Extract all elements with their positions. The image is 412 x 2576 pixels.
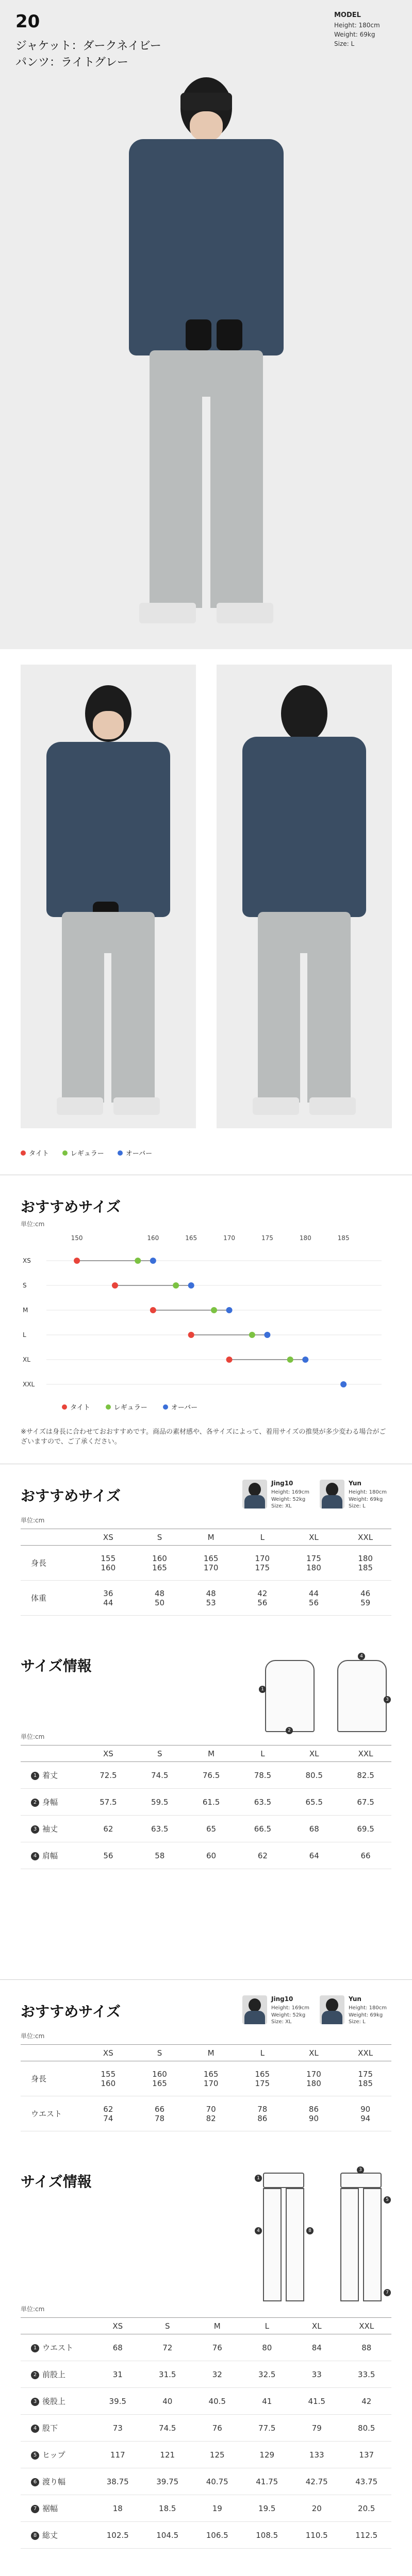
table-row xyxy=(21,2442,391,2468)
table-cell: 133 xyxy=(292,2442,342,2468)
table-cell: 68 xyxy=(288,1816,340,1842)
row-label: 袖丈 xyxy=(42,1824,58,1834)
table-cell: 19 xyxy=(192,2495,242,2522)
data-point xyxy=(211,1307,217,1313)
table-cell: 102.5 xyxy=(93,2522,143,2549)
model-meta-jing10: Height: 169cm Weight: 52kg Size: XL xyxy=(271,1489,309,1509)
table-row xyxy=(21,1842,391,1869)
table-cell: 110.5 xyxy=(292,2522,342,2549)
data-point xyxy=(150,1307,156,1313)
table-cell: 41 xyxy=(242,2388,292,2415)
table-row xyxy=(21,1789,391,1816)
x-tick-label: 150 xyxy=(71,1234,83,1242)
table-cell: 108.5 xyxy=(242,2522,292,2549)
table-cell: 76 xyxy=(192,2415,242,2442)
table-cell: 74.5 xyxy=(134,1762,186,1789)
model-avatar-yun xyxy=(320,1480,344,1509)
legend-over: オーバー xyxy=(118,1148,152,1158)
pants-info-table: XS S M L XL XXL 1 ウエスト 68 72 76 80 84 88 2 前股上 31 31.5 32 32.5 33 33.5 3 後股上 39.5 40 40.5 41 41.5 42 4 股下 73 74.5 76 77.5 79 80.5 5 ヒップ 117 121 125 129 133 137 6 渡り幅 38.75 39.75 40.75 41.75 42.75 43.75 7 裾幅 18 18.5 19 19.5 20 20.5 8 総丈 102.5 104.5 106.5 108.5 110.5 112.5 xyxy=(21,2317,391,2549)
jacket-recommend-table xyxy=(21,1529,391,1616)
table-cell: 19.5 xyxy=(242,2495,292,2522)
table-cell: 40 xyxy=(143,2388,193,2415)
row-number-badge: 3 xyxy=(31,2398,39,2406)
table-row xyxy=(21,2361,391,2388)
data-point xyxy=(188,1282,194,1289)
row-label: 後股上 xyxy=(42,2397,66,2406)
chart-legend-regular: レギュラー xyxy=(106,1402,147,1412)
jacket-rec-unit: 単位:cm xyxy=(21,1517,45,1524)
row-label: L xyxy=(23,1331,26,1338)
table-cell: 62 xyxy=(83,1816,134,1842)
model-name-jing10: Jing10 xyxy=(271,1480,293,1487)
table-cell: 129 xyxy=(242,2442,292,2468)
table-cell: 69.5 xyxy=(340,1816,391,1842)
pants-recommend-table: XS S M L XL XXL 身長 155 160 160 165 165 170 165 175 170 180 175 185 ウエスト 62 74 66 78 70 82 78 86 86 90 90 94 xyxy=(21,2044,391,2131)
row-label: 身長 xyxy=(21,1546,83,1581)
col-header: XL xyxy=(288,1529,340,1546)
table-row xyxy=(21,1762,391,1789)
data-point xyxy=(173,1282,179,1289)
table-cell: 80.5 xyxy=(288,1762,340,1789)
row-number-badge: 1 xyxy=(31,1772,39,1780)
table-cell: 112.5 xyxy=(342,2522,392,2549)
data-point xyxy=(150,1258,156,1264)
table-cell: 137 xyxy=(342,2442,392,2468)
model-avatar-jing10 xyxy=(242,1480,267,1509)
table-cell: 64 xyxy=(288,1842,340,1869)
data-point xyxy=(287,1357,293,1363)
table-cell: 76 xyxy=(192,2334,242,2361)
row-label: 身幅 xyxy=(42,1798,58,1807)
table-cell: 31.5 xyxy=(143,2361,193,2388)
jacket-color-label: ジャケット：ダークネイビー xyxy=(15,40,161,53)
table-cell: 104.5 xyxy=(143,2522,193,2549)
table-cell: 43.75 xyxy=(342,2468,392,2495)
table-cell: 40.75 xyxy=(192,2468,242,2495)
table-cell: 63.5 xyxy=(237,1789,288,1816)
jacket-info-unit: 単位:cm xyxy=(21,1733,45,1740)
table-cell: 72.5 xyxy=(83,1762,134,1789)
table-cell: 39.5 xyxy=(93,2388,143,2415)
table-cell: 57.5 xyxy=(83,1789,134,1816)
row-number-badge: 7 xyxy=(31,2505,39,2513)
table-cell: 42.75 xyxy=(292,2468,342,2495)
x-tick-label: 180 xyxy=(299,1234,311,1242)
hero-photo-views xyxy=(0,649,412,1144)
table-row: ウエスト 62 74 66 78 70 82 78 86 86 90 90 94 xyxy=(21,2096,391,2131)
col-header: S xyxy=(134,1529,186,1546)
pants-info-title: サイズ情報 xyxy=(21,2173,92,2190)
row-label: XXL xyxy=(23,1381,35,1388)
table-cell: 82.5 xyxy=(340,1762,391,1789)
x-tick-label: 185 xyxy=(337,1234,350,1242)
table-row xyxy=(21,2388,391,2415)
table-cell: 20 xyxy=(292,2495,342,2522)
pants-rec-unit: 単位:cm xyxy=(21,2032,45,2040)
recommend-size-chart xyxy=(21,1232,391,1402)
data-point xyxy=(74,1258,80,1264)
data-point xyxy=(226,1307,233,1313)
table-cell: 72 xyxy=(143,2334,193,2361)
data-point xyxy=(340,1381,347,1387)
table-cell: 59.5 xyxy=(134,1789,186,1816)
table-cell: 18 xyxy=(93,2495,143,2522)
table-row: 身長 155 160 160 165 165 170 165 175 170 180 175 185 xyxy=(21,2061,391,2096)
table-cell: 79 xyxy=(292,2415,342,2442)
pants-size-section xyxy=(0,1980,412,2576)
x-tick-label: 165 xyxy=(185,1234,197,1242)
row-label: S xyxy=(23,1282,27,1289)
row-number-badge: 4 xyxy=(31,2425,39,2433)
table-cell: 66.5 xyxy=(237,1816,288,1842)
model-title: MODEL xyxy=(334,11,361,19)
table-row: 身長 155 160 160 165 165 170 170 175 175 180 180 185 xyxy=(21,1546,391,1581)
table-cell: 74.5 xyxy=(143,2415,193,2442)
recommend-chart-title: おすすめサイズ xyxy=(21,1198,121,1215)
table-cell: 62 xyxy=(237,1842,288,1869)
table-cell: 68 xyxy=(93,2334,143,2361)
table-cell: 56 xyxy=(83,1842,134,1869)
data-point xyxy=(302,1357,308,1363)
model-height: Height: 180cm xyxy=(334,22,380,29)
legend-tight: タイト xyxy=(21,1148,49,1158)
model-meta-jing10: Height: 169cm Weight: 52kg Size: XL xyxy=(271,2005,309,2025)
table-row xyxy=(21,2495,391,2522)
col-header: XS xyxy=(83,1529,134,1546)
model-name-yun: Yun xyxy=(349,1480,361,1487)
table-cell: 65 xyxy=(186,1816,237,1842)
table-cell: 41.75 xyxy=(242,2468,292,2495)
row-label: ウエスト xyxy=(42,2343,74,2352)
table-cell: 65.5 xyxy=(288,1789,340,1816)
model-figure xyxy=(119,77,294,639)
legend-regular: レギュラー xyxy=(62,1148,104,1158)
table-cell: 32.5 xyxy=(242,2361,292,2388)
row-label: 渡り幅 xyxy=(42,2477,66,2486)
chart-legend-over: オーバー xyxy=(163,1402,197,1412)
x-tick-label: 160 xyxy=(147,1234,159,1242)
side-view-photo xyxy=(21,665,196,1128)
hero-photo-front xyxy=(0,0,412,649)
table-row xyxy=(21,1816,391,1842)
jacket-size-section xyxy=(0,1464,412,1979)
table-cell: 76.5 xyxy=(186,1762,237,1789)
table-cell: 121 xyxy=(143,2442,193,2468)
row-number-badge: 2 xyxy=(31,2371,39,2379)
row-number-badge: 3 xyxy=(31,1825,39,1834)
table-cell: 40.5 xyxy=(192,2388,242,2415)
row-label: XL xyxy=(23,1356,30,1363)
table-cell: 67.5 xyxy=(340,1789,391,1816)
table-cell: 117 xyxy=(93,2442,143,2468)
color-legend xyxy=(0,1144,412,1164)
table-cell: 41.5 xyxy=(292,2388,342,2415)
model-meta-yun: Height: 180cm Weight: 69kg Size: L xyxy=(349,1489,387,1509)
table-cell: 88 xyxy=(342,2334,392,2361)
jacket-rec-title: おすすめサイズ xyxy=(21,1487,121,1504)
model-name-jing10: Jing10 xyxy=(271,1995,293,2003)
table-cell: 80 xyxy=(242,2334,292,2361)
table-cell: 84 xyxy=(292,2334,342,2361)
model-meta-yun: Height: 180cm Weight: 69kg Size: L xyxy=(349,2005,387,2025)
table-cell: 18.5 xyxy=(143,2495,193,2522)
table-row xyxy=(21,2334,391,2361)
model-name-yun: Yun xyxy=(349,1995,361,2003)
row-label: 裾幅 xyxy=(42,2504,58,2513)
data-point xyxy=(264,1332,270,1338)
row-number-badge: 2 xyxy=(31,1799,39,1807)
model-size: Size: L xyxy=(334,40,355,47)
model-weight: Weight: 69kg xyxy=(334,31,375,38)
pants-diagram-front: 1 4 8 xyxy=(253,2165,320,2310)
recommend-chart-note: ※サイズは身長に合わせておおすすめです。商品の素材感や、各サイズによって、着用サイズの推奨が多少変わる場合がございますので、ご了承ください。 xyxy=(21,1428,386,1446)
row-label: 肩幅 xyxy=(42,1851,58,1860)
table-cell: 66 xyxy=(340,1842,391,1869)
col-header: L xyxy=(237,1529,288,1546)
row-label: 体重 xyxy=(21,1581,83,1616)
data-point xyxy=(226,1357,233,1363)
chart-legend-tight: タイト xyxy=(62,1402,90,1412)
jacket-diagram-back: 4 3 xyxy=(330,1650,394,1748)
table-cell: 60 xyxy=(186,1842,237,1869)
col-header: M xyxy=(185,1529,237,1546)
table-cell: 77.5 xyxy=(242,2415,292,2442)
table-row xyxy=(21,2415,391,2442)
model-avatar-jing10 xyxy=(242,1995,267,2024)
table-cell: 42 xyxy=(342,2388,392,2415)
data-point xyxy=(188,1332,194,1338)
row-number-badge: 4 xyxy=(31,1852,39,1860)
jacket-info-table: XS S M L XL XXL 1 着丈 72.5 74.5 76.5 78.5 80.5 82.5 2 身幅 57.5 59.5 61.5 63.5 65.5 67.5 3 袖丈 62 63.5 65 66.5 68 69.5 4 肩幅 56 58 60 62 64 66 xyxy=(21,1745,391,1869)
table-cell: 58 xyxy=(134,1842,186,1869)
table-row xyxy=(21,2468,391,2495)
row-label: 前股上 xyxy=(42,2370,66,2379)
row-label: M xyxy=(23,1307,28,1314)
back-view-photo xyxy=(217,665,392,1128)
variant-number: 20 xyxy=(15,11,40,32)
table-cell: 73 xyxy=(93,2415,143,2442)
table-cell: 125 xyxy=(192,2442,242,2468)
table-cell: 80.5 xyxy=(342,2415,392,2442)
table-row xyxy=(21,2522,391,2549)
table-cell: 33.5 xyxy=(342,2361,392,2388)
jacket-info-title: サイズ情報 xyxy=(21,1657,92,1674)
table-cell: 31 xyxy=(93,2361,143,2388)
table-cell: 78.5 xyxy=(237,1762,288,1789)
row-label: 股下 xyxy=(42,2424,58,2433)
model-avatar-yun xyxy=(320,1995,344,2024)
table-cell: 39.75 xyxy=(143,2468,193,2495)
table-cell: 38.75 xyxy=(93,2468,143,2495)
table-cell: 20.5 xyxy=(342,2495,392,2522)
table-cell: 33 xyxy=(292,2361,342,2388)
x-tick-label: 175 xyxy=(261,1234,273,1242)
data-point xyxy=(249,1332,255,1338)
table-row: 体重 36 44 48 50 48 53 42 56 44 56 46 59 xyxy=(21,1581,391,1616)
recommend-size-chart-section xyxy=(0,1175,412,1464)
x-tick-label: 170 xyxy=(223,1234,235,1242)
col-header: XXL xyxy=(339,1529,391,1546)
row-number-badge: 8 xyxy=(31,2532,39,2540)
data-point xyxy=(135,1258,141,1264)
row-label: XS xyxy=(23,1257,31,1264)
pants-rec-title: おすすめサイズ xyxy=(21,2003,121,2020)
jacket-diagram-front: 1 2 xyxy=(258,1650,322,1748)
row-label: 総丈 xyxy=(42,2531,58,2540)
table-cell: 63.5 xyxy=(134,1816,186,1842)
data-point xyxy=(112,1282,118,1289)
table-cell: 32 xyxy=(192,2361,242,2388)
row-number-badge: 5 xyxy=(31,2451,39,2460)
pants-info-unit: 単位:cm xyxy=(21,2306,45,2313)
row-label: ヒップ xyxy=(42,2450,65,2460)
row-number-badge: 6 xyxy=(31,2478,39,2486)
table-cell: 61.5 xyxy=(186,1789,237,1816)
pants-diagram-back: 3 5 7 xyxy=(330,2165,397,2310)
pants-color-label: パンツ：ライトグレー xyxy=(15,56,128,69)
recommend-chart-unit: 単位:cm xyxy=(21,1221,45,1228)
row-label: 着丈 xyxy=(42,1771,58,1780)
table-cell: 106.5 xyxy=(192,2522,242,2549)
row-number-badge: 1 xyxy=(31,2344,39,2352)
